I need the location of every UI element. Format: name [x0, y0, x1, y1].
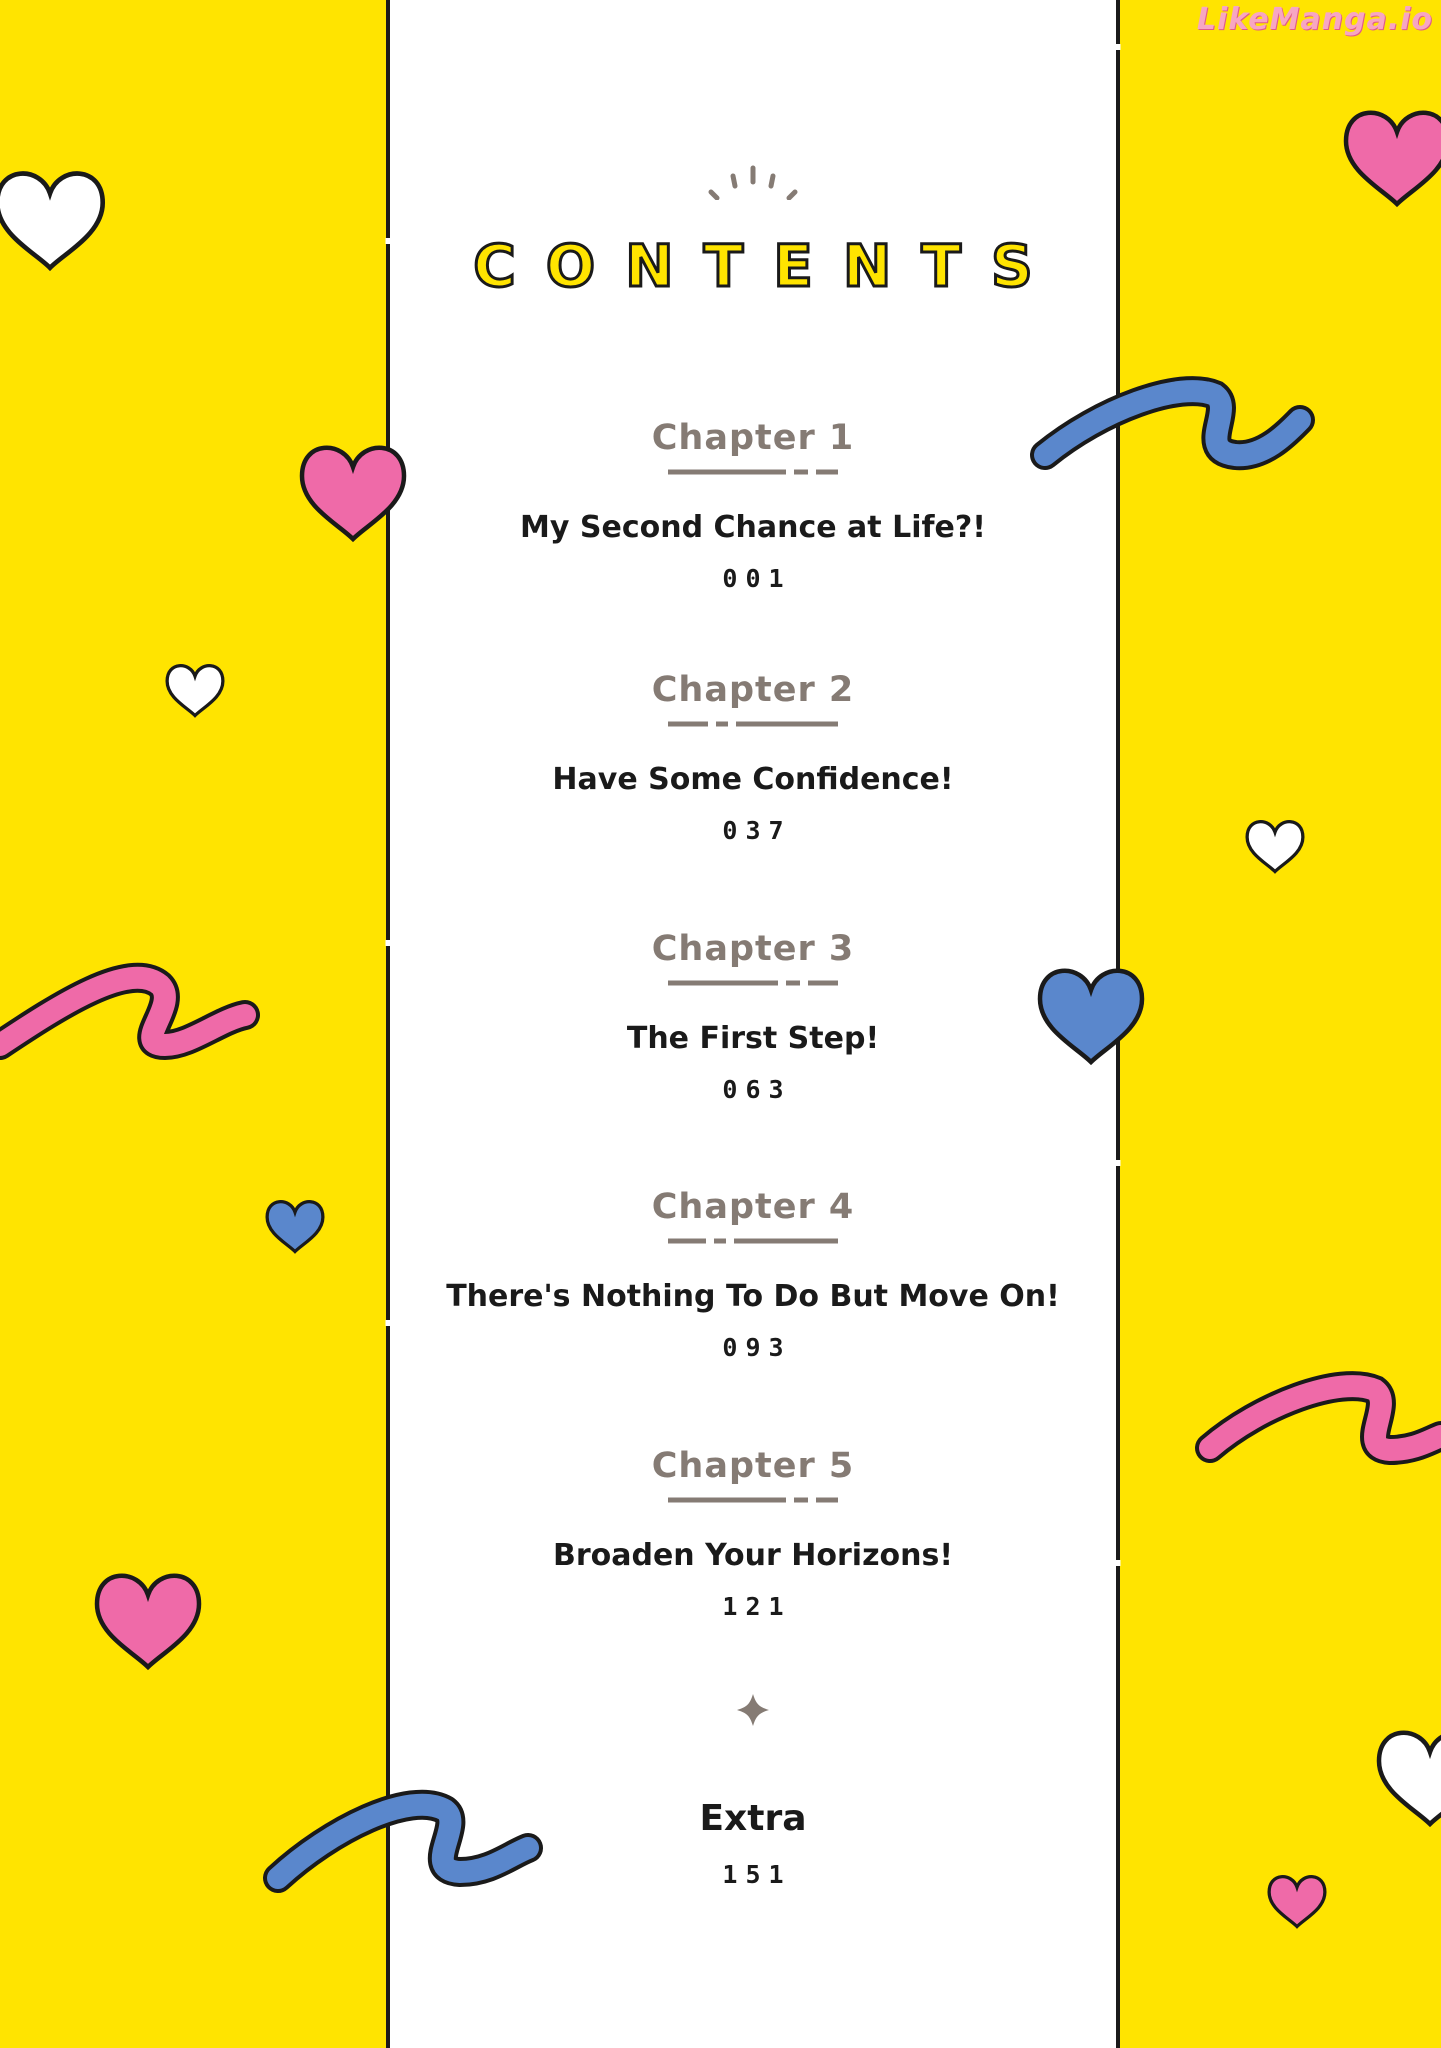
chapter-rule [668, 979, 838, 987]
chapter-page-number: 001 [722, 564, 792, 593]
watermark: LikeManga.io [1196, 2, 1433, 37]
chapter-rule [668, 468, 838, 476]
extra-page-number: 151 [722, 1860, 792, 1889]
right-yellow-panel [1120, 0, 1441, 2048]
cross-icon [735, 1692, 771, 1728]
contents-title: CONTENTS [473, 232, 1063, 300]
chapter-entry[interactable] [390, 670, 1116, 845]
chapter-label: Chapter 5 [651, 1446, 855, 1486]
chapter-page-number: 037 [722, 816, 792, 845]
sparkle-icon [703, 162, 803, 200]
left-yellow-panel [0, 0, 390, 2048]
chapter-label: Chapter 2 [651, 670, 855, 710]
chapter-label: Chapter 4 [651, 1187, 855, 1227]
chapter-rule [668, 1496, 838, 1504]
chapter-label: Chapter 3 [651, 929, 855, 969]
chapter-rule [668, 720, 838, 728]
chapter-page-number: 121 [722, 1592, 792, 1621]
chapter-page-number: 093 [722, 1333, 792, 1362]
chapter-entry[interactable] [390, 1187, 1116, 1362]
chapter-title: Have Some Confidence! [552, 762, 954, 797]
chapter-entry[interactable] [390, 1446, 1116, 1621]
chapter-title: The First Step! [626, 1021, 880, 1056]
table-of-contents [390, 0, 1116, 2048]
chapter-page-number: 063 [722, 1075, 792, 1104]
chapter-label: Chapter 1 [651, 418, 855, 458]
chapter-entry[interactable] [390, 929, 1116, 1104]
chapter-title: Broaden Your Horizons! [552, 1538, 954, 1573]
extra-label[interactable]: Extra [699, 1798, 807, 1839]
chapter-title: My Second Chance at Life?! [520, 510, 986, 545]
chapter-rule [668, 1237, 838, 1245]
chapter-title: There's Nothing To Do But Move On! [446, 1279, 1060, 1314]
chapter-entry[interactable] [390, 418, 1116, 593]
